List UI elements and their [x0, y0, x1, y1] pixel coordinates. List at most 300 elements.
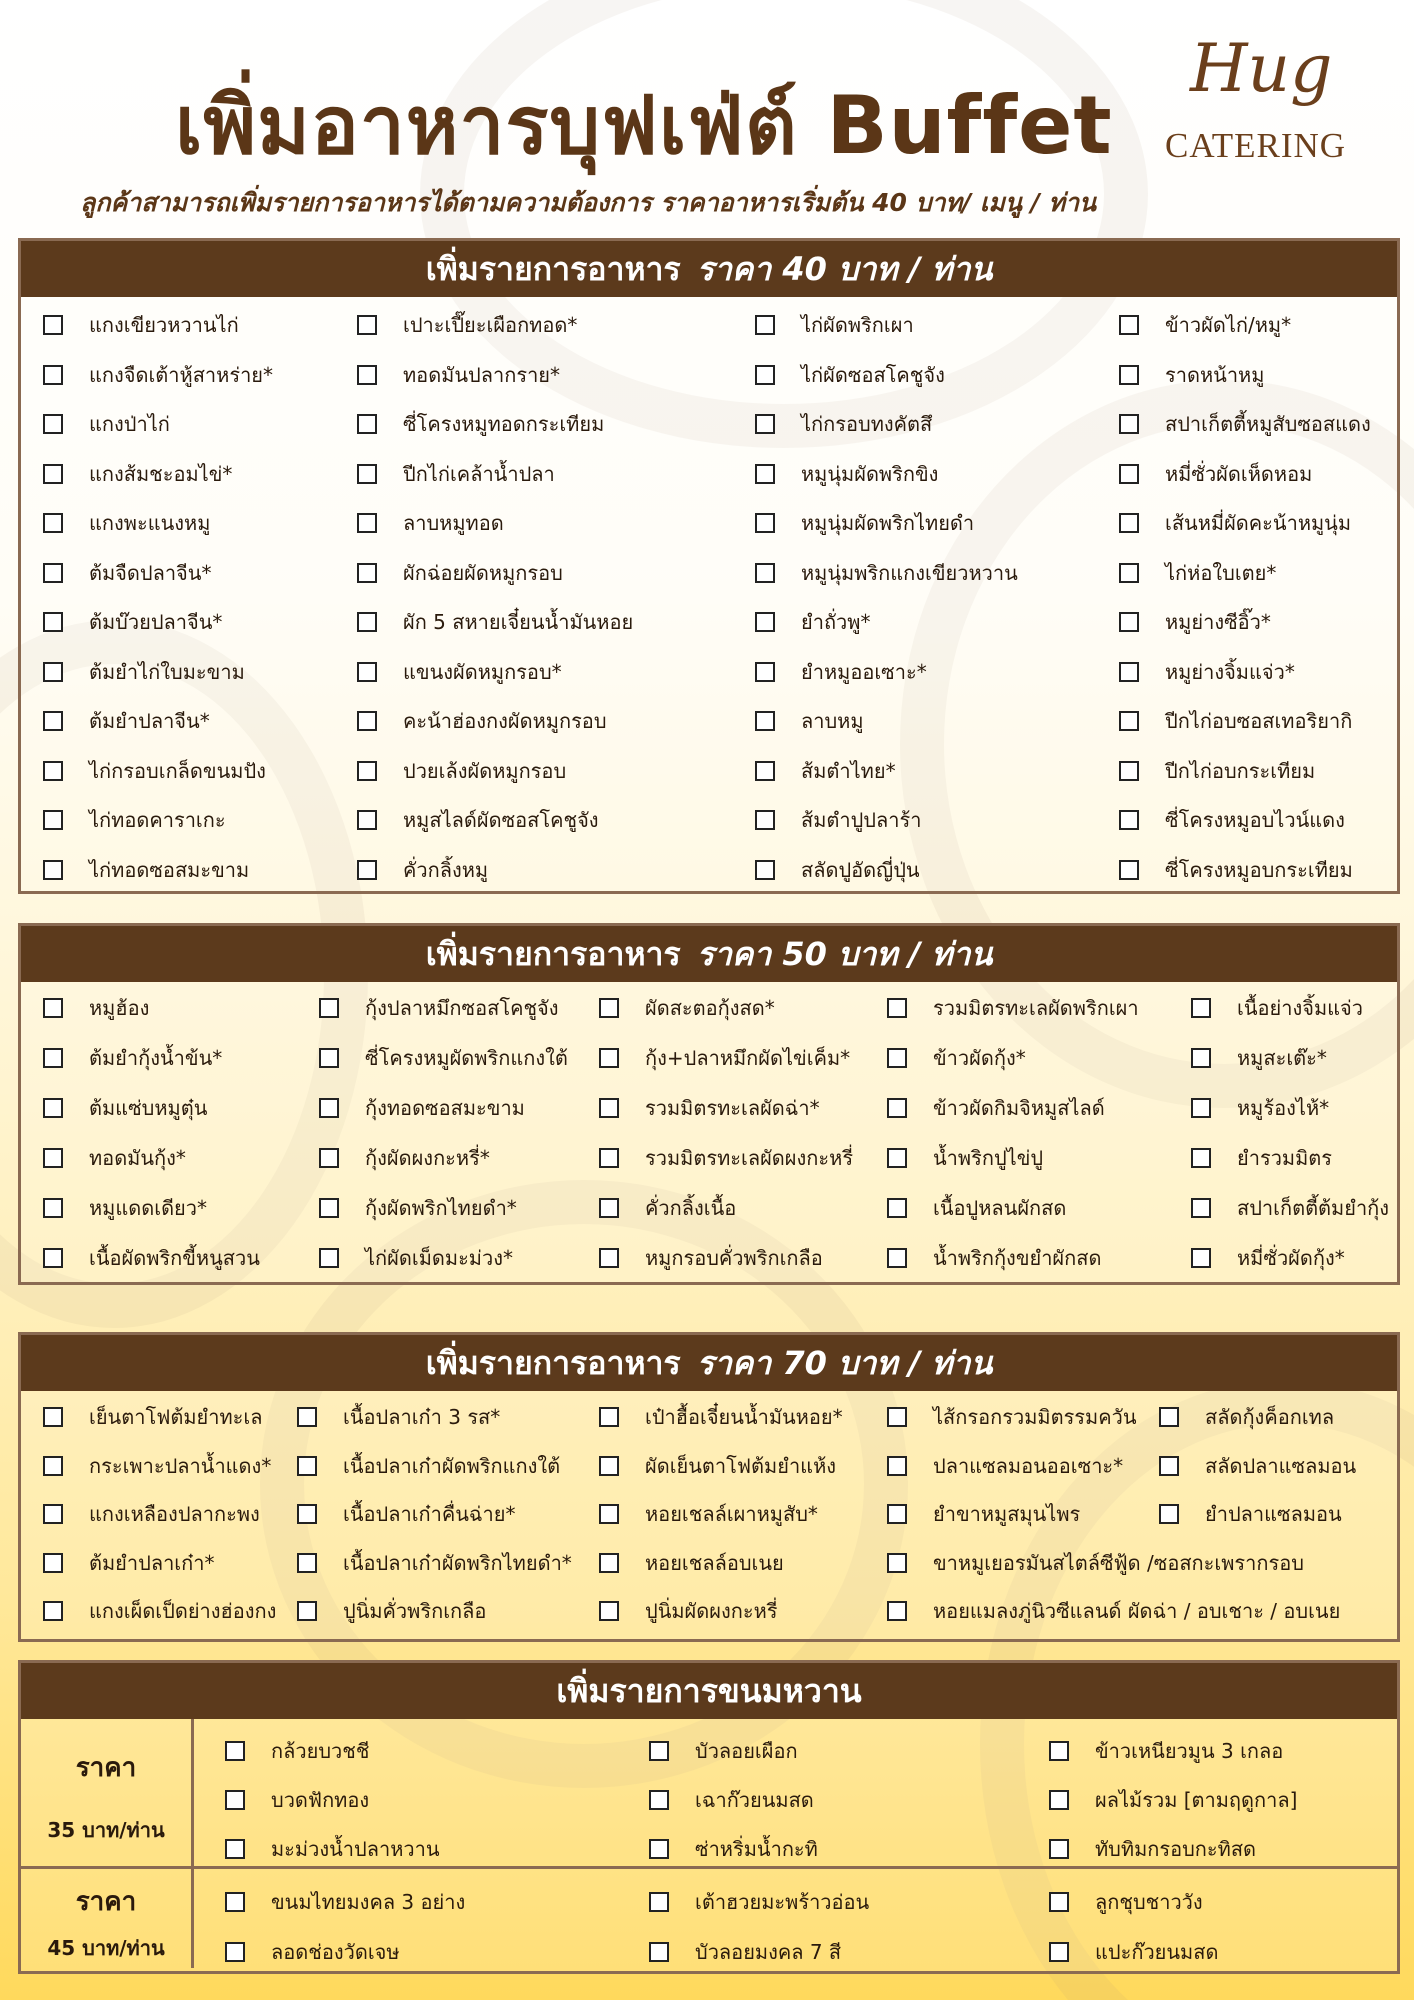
menu-item[interactable]	[599, 1498, 818, 1530]
item-checkbox[interactable]	[319, 1248, 339, 1268]
item-label: กุ้งผัดพริกไทยดำ*	[365, 1196, 517, 1220]
menu-item[interactable]	[297, 1547, 572, 1579]
item-label: ซี่โครงหมูทอดกระเทียม	[403, 412, 605, 436]
menu-item[interactable]	[225, 1833, 440, 1865]
item-checkbox[interactable]	[755, 315, 775, 335]
menu-item[interactable]	[297, 1401, 500, 1433]
item-checkbox[interactable]	[755, 464, 775, 484]
menu-item[interactable]	[1119, 458, 1312, 490]
item-checkbox[interactable]	[887, 1553, 907, 1573]
item-checkbox[interactable]	[1159, 1504, 1179, 1524]
menu-item[interactable]	[1119, 408, 1371, 440]
item-checkbox[interactable]	[755, 365, 775, 385]
item-checkbox[interactable]	[43, 1553, 63, 1573]
item-checkbox[interactable]	[43, 612, 63, 632]
menu-item[interactable]	[1119, 606, 1271, 638]
item-checkbox[interactable]	[357, 365, 377, 385]
item-label: ไก่กรอบทงคัตสึ	[801, 412, 933, 436]
item-checkbox[interactable]	[357, 563, 377, 583]
menu-item[interactable]	[297, 1450, 560, 1482]
item-checkbox[interactable]	[755, 662, 775, 682]
item-checkbox[interactable]	[755, 810, 775, 830]
menu-item[interactable]	[43, 1142, 186, 1174]
item-checkbox[interactable]	[1119, 365, 1139, 385]
menu-item[interactable]	[599, 1450, 836, 1482]
item-checkbox[interactable]	[319, 998, 339, 1018]
item-checkbox[interactable]	[755, 612, 775, 632]
item-checkbox[interactable]	[297, 1407, 317, 1427]
item-label: น้ำพริกปูไข่ปู	[933, 1146, 1044, 1170]
menu-item[interactable]	[357, 804, 599, 836]
item-label: แกงเขียวหวานไก่	[89, 313, 239, 337]
menu-item[interactable]	[43, 1242, 260, 1274]
item-checkbox[interactable]	[357, 414, 377, 434]
item-checkbox[interactable]	[297, 1456, 317, 1476]
menu-item[interactable]	[649, 1936, 841, 1968]
item-label: หอยเชลล์อบเนย	[645, 1550, 784, 1575]
item-label: ทอดมันปลากราย*	[403, 362, 561, 387]
menu-item[interactable]	[1119, 309, 1291, 341]
item-checkbox[interactable]	[1191, 1048, 1211, 1068]
menu-item[interactable]	[43, 1042, 222, 1074]
menu-item[interactable]	[887, 1092, 1105, 1124]
item-checkbox[interactable]	[649, 1790, 669, 1810]
item-checkbox[interactable]	[887, 1148, 907, 1168]
item-label: ต้มยำปลาจีน*	[89, 709, 210, 733]
menu-item[interactable]	[755, 606, 870, 638]
item-checkbox[interactable]	[1049, 1839, 1069, 1859]
menu-item[interactable]	[1049, 1735, 1283, 1767]
menu-item[interactable]	[755, 458, 938, 490]
item-label: กุ้งผัดผงกะหรี่*	[365, 1146, 490, 1170]
item-checkbox[interactable]	[1119, 662, 1139, 682]
menu-item[interactable]	[1159, 1498, 1342, 1530]
dessert-price-45	[21, 1869, 194, 1968]
menu-item[interactable]	[297, 1595, 486, 1627]
item-checkbox[interactable]	[43, 1504, 63, 1524]
menu-item[interactable]	[297, 1498, 516, 1530]
menu-item[interactable]	[43, 309, 239, 341]
item-checkbox[interactable]	[357, 464, 377, 484]
item-checkbox[interactable]	[887, 1407, 907, 1427]
item-checkbox[interactable]	[1191, 998, 1211, 1018]
item-label: เนื้อผัดพริกขี้หนูสวน	[89, 1246, 260, 1270]
menu-item[interactable]	[755, 408, 932, 440]
item-checkbox[interactable]	[43, 998, 63, 1018]
menu-item[interactable]	[357, 458, 555, 490]
item-checkbox[interactable]	[357, 315, 377, 335]
menu-item[interactable]	[887, 1547, 1304, 1579]
menu-item[interactable]	[43, 705, 210, 737]
price-word: ราคา	[75, 1753, 137, 1783]
item-checkbox[interactable]	[1119, 860, 1139, 880]
item-checkbox[interactable]	[297, 1601, 317, 1621]
item-checkbox[interactable]	[225, 1892, 245, 1912]
menu-item[interactable]	[755, 359, 945, 391]
item-checkbox[interactable]	[1159, 1407, 1179, 1427]
item-label: หมูกรอบคั่วพริกเกลือ	[645, 1246, 823, 1270]
item-label: ปูนิ่มคั่วพริกเกลือ	[343, 1599, 487, 1623]
item-label: หมูแดดเดียว*	[89, 1196, 208, 1220]
item-label: หมี่ซั่วผัดกุ้ง*	[1237, 1246, 1345, 1270]
menu-item[interactable]	[599, 1142, 853, 1174]
item-label: หมูร้องไห้*	[1237, 1096, 1330, 1120]
menu-item[interactable]	[43, 804, 226, 836]
item-checkbox[interactable]	[297, 1553, 317, 1573]
menu-item[interactable]	[755, 507, 974, 539]
item-checkbox[interactable]	[357, 761, 377, 781]
item-checkbox[interactable]	[887, 1504, 907, 1524]
menu-item[interactable]	[599, 1042, 850, 1074]
item-checkbox[interactable]	[319, 1198, 339, 1218]
item-checkbox[interactable]	[357, 860, 377, 880]
item-checkbox[interactable]	[1119, 711, 1139, 731]
item-label: เนื้อปลาเก๋าผัดพริกไทยดำ*	[343, 1550, 572, 1575]
item-label: บัวลอยเผือก	[695, 1739, 798, 1763]
item-label: ไก่ห่อใบเตย*	[1165, 560, 1277, 585]
page-subtitle: ลูกค้าสามารถเพิ่มรายการอาหารได้ตามความต้องการ ราคาอาหารเริ่มต้น 40 บาท/ เมนู / ท่าน	[80, 188, 1097, 217]
menu-item[interactable]	[1191, 1142, 1332, 1174]
item-checkbox[interactable]	[297, 1504, 317, 1524]
item-checkbox[interactable]	[599, 1048, 619, 1068]
item-checkbox[interactable]	[887, 1601, 907, 1621]
item-checkbox[interactable]	[887, 1456, 907, 1476]
menu-item[interactable]	[649, 1886, 869, 1918]
menu-item[interactable]	[357, 557, 563, 589]
menu-item[interactable]	[43, 755, 266, 787]
item-label: ข้าวเหนียวมูน 3 เกลอ	[1095, 1739, 1284, 1763]
item-checkbox[interactable]	[43, 1098, 63, 1118]
item-checkbox[interactable]	[755, 513, 775, 533]
menu-item[interactable]	[887, 1192, 1066, 1224]
item-checkbox[interactable]	[755, 711, 775, 731]
menu-item[interactable]	[887, 1498, 1080, 1530]
menu-item[interactable]	[1159, 1401, 1334, 1433]
menu-item[interactable]	[225, 1735, 369, 1767]
menu-item[interactable]	[357, 755, 566, 787]
menu-item[interactable]	[357, 408, 604, 440]
menu-item[interactable]	[599, 1092, 820, 1124]
menu-item[interactable]	[599, 1401, 843, 1433]
item-label: กล้วยบวชชี	[271, 1739, 370, 1763]
item-checkbox[interactable]	[599, 1456, 619, 1476]
item-label: ต้มยำกุ้งน้ำข้น*	[89, 1046, 223, 1070]
menu-item[interactable]	[357, 359, 560, 391]
item-checkbox[interactable]	[1119, 315, 1139, 335]
item-checkbox[interactable]	[755, 414, 775, 434]
menu-item[interactable]	[43, 458, 232, 490]
item-label: ทับทิมกรอบกะทิสด	[1095, 1837, 1257, 1861]
item-checkbox[interactable]	[649, 1741, 669, 1761]
item-checkbox[interactable]	[43, 810, 63, 830]
menu-item[interactable]	[1049, 1936, 1218, 1968]
item-checkbox[interactable]	[1159, 1456, 1179, 1476]
item-label: เย็นตาโฟต้มยำทะเล	[89, 1405, 263, 1429]
item-label: ทอดมันกุ้ง*	[89, 1146, 186, 1170]
item-checkbox[interactable]	[755, 860, 775, 880]
item-checkbox[interactable]	[1049, 1741, 1069, 1761]
item-checkbox[interactable]	[649, 1892, 669, 1912]
item-checkbox[interactable]	[1191, 1148, 1211, 1168]
menu-item[interactable]	[755, 656, 927, 688]
item-checkbox[interactable]	[43, 711, 63, 731]
menu-item[interactable]	[649, 1833, 818, 1865]
menu-item[interactable]	[887, 1242, 1101, 1274]
item-label: เต้าฮวยมะพร้าวอ่อน	[695, 1890, 870, 1914]
item-checkbox[interactable]	[43, 860, 63, 880]
item-label: คะน้าฮ่องกงผัดหมูกรอบ	[403, 709, 607, 733]
menu-item[interactable]	[357, 606, 633, 638]
item-checkbox[interactable]	[43, 761, 63, 781]
menu-item[interactable]	[599, 1242, 823, 1274]
item-checkbox[interactable]	[319, 1048, 339, 1068]
item-label: เป๋าฮื้อเจี๋ยนน้ำมันหอย*	[645, 1405, 843, 1429]
item-label: หอยแมลงภู่นิวซีแลนด์ ผัดฉ่า / อบเชาะ / อบเนย	[933, 1599, 1341, 1623]
menu-item[interactable]	[649, 1735, 798, 1767]
item-label: ลาบหมูทอด	[403, 511, 504, 535]
item-label: เนื้อปลาเก๋าคื่นฉ่าย*	[343, 1502, 516, 1526]
item-label: ต้มบ๊วยปลาจีน*	[89, 610, 223, 634]
item-checkbox[interactable]	[1191, 1198, 1211, 1218]
item-label: เส้นหมี่ผัดคะน้าหมูนุ่ม	[1165, 511, 1352, 535]
item-checkbox[interactable]	[887, 1048, 907, 1068]
menu-item[interactable]	[319, 1192, 517, 1224]
item-checkbox[interactable]	[887, 998, 907, 1018]
item-checkbox[interactable]	[599, 1504, 619, 1524]
item-checkbox[interactable]	[1049, 1790, 1069, 1810]
item-checkbox[interactable]	[357, 810, 377, 830]
item-label: มะม่วงน้ำปลาหวาน	[271, 1837, 440, 1861]
item-checkbox[interactable]	[1119, 761, 1139, 781]
item-checkbox[interactable]	[649, 1942, 669, 1962]
item-checkbox[interactable]	[43, 315, 63, 335]
menu-item[interactable]	[319, 1092, 525, 1124]
item-label: กระเพาะปลาน้ำแดง*	[89, 1453, 272, 1478]
menu-item[interactable]	[319, 992, 559, 1024]
item-checkbox[interactable]	[43, 414, 63, 434]
item-label: ยำถั่วพู*	[801, 610, 871, 634]
item-checkbox[interactable]	[755, 761, 775, 781]
item-checkbox[interactable]	[357, 662, 377, 682]
item-checkbox[interactable]	[599, 1148, 619, 1168]
item-checkbox[interactable]	[1191, 1098, 1211, 1118]
item-label: ต้มจืดปลาจีน*	[89, 560, 212, 585]
item-checkbox[interactable]	[1119, 563, 1139, 583]
item-label: แกงจืดเต้าหู้สาหร่าย*	[89, 362, 274, 387]
item-label: ไส้กรอกรวมมิตรรมควัน	[933, 1405, 1137, 1429]
item-checkbox[interactable]	[599, 1248, 619, 1268]
item-checkbox[interactable]	[43, 513, 63, 533]
item-checkbox[interactable]	[43, 1048, 63, 1068]
item-label: ลาบหมู	[801, 709, 864, 733]
item-checkbox[interactable]	[649, 1839, 669, 1859]
page-title: เพิ่มอาหารบุฟเฟ่ต์ Buffet	[175, 79, 1113, 172]
menu-item[interactable]	[43, 606, 222, 638]
menu-item[interactable]	[1191, 992, 1363, 1024]
item-label: หมูย่างจิ้มแจ่ว*	[1165, 659, 1295, 684]
item-checkbox[interactable]	[225, 1942, 245, 1962]
menu-item[interactable]	[43, 854, 249, 886]
menu-item[interactable]	[1119, 804, 1345, 836]
menu-item[interactable]	[887, 992, 1139, 1024]
section-header	[21, 241, 1397, 297]
item-checkbox[interactable]	[1119, 464, 1139, 484]
item-checkbox[interactable]	[887, 1198, 907, 1218]
item-label: หมูฮ้อง	[89, 996, 150, 1020]
item-checkbox[interactable]	[1119, 414, 1139, 434]
item-checkbox[interactable]	[1119, 810, 1139, 830]
menu-item[interactable]	[357, 507, 504, 539]
menu-item[interactable]	[319, 1142, 490, 1174]
menu-item[interactable]	[225, 1936, 400, 1968]
item-label: ยำปลาแซลมอน	[1205, 1502, 1342, 1526]
item-checkbox[interactable]	[319, 1148, 339, 1168]
menu-item[interactable]	[1119, 705, 1352, 737]
menu-item[interactable]	[43, 992, 149, 1024]
item-checkbox[interactable]	[1049, 1892, 1069, 1912]
item-checkbox[interactable]	[43, 1456, 63, 1476]
menu-item[interactable]	[755, 705, 864, 737]
item-label: สปาเก็ตตี้หมูสับซอสแดง	[1165, 412, 1371, 436]
item-label: หมูสไลด์ผัดซอสโคชูจัง	[403, 808, 599, 832]
item-label: แปะก๊วยนมสด	[1095, 1940, 1219, 1964]
menu-item[interactable]	[1119, 854, 1353, 886]
menu-item[interactable]	[357, 656, 562, 688]
item-checkbox[interactable]	[599, 1553, 619, 1573]
menu-item[interactable]	[43, 507, 210, 539]
item-checkbox[interactable]	[43, 1601, 63, 1621]
menu-item[interactable]	[755, 557, 1018, 589]
menu-item[interactable]	[225, 1784, 369, 1816]
item-label: ไก่กรอบเกล็ดขนมปัง	[89, 758, 266, 783]
item-label: ปีกไก่เคล้าน้ำปลา	[403, 461, 555, 486]
menu-item[interactable]	[755, 309, 914, 341]
menu-item[interactable]	[599, 1192, 736, 1224]
menu-item[interactable]	[43, 408, 170, 440]
item-checkbox[interactable]	[1119, 612, 1139, 632]
menu-item[interactable]	[887, 1450, 1123, 1482]
menu-item[interactable]	[1191, 1242, 1345, 1274]
item-checkbox[interactable]	[599, 998, 619, 1018]
item-checkbox[interactable]	[43, 1148, 63, 1168]
dessert-price-35	[21, 1719, 194, 1866]
menu-item[interactable]	[43, 359, 273, 391]
menu-item[interactable]	[1119, 656, 1295, 688]
menu-item[interactable]	[43, 1450, 271, 1482]
item-checkbox[interactable]	[599, 1601, 619, 1621]
item-checkbox[interactable]	[887, 1248, 907, 1268]
menu-item[interactable]	[319, 1242, 513, 1274]
menu-item[interactable]	[319, 1042, 568, 1074]
menu-item[interactable]	[1049, 1886, 1203, 1918]
item-checkbox[interactable]	[225, 1839, 245, 1859]
item-label: ราดหน้าหมู	[1165, 362, 1265, 387]
menu-item[interactable]	[225, 1886, 465, 1918]
item-label: หมี่ซั่วผัดเห็ดหอม	[1165, 461, 1313, 486]
item-label: เนื้อปูหลนผักสด	[933, 1196, 1067, 1220]
item-label: กุ้งทอดซอสมะขาม	[365, 1096, 525, 1120]
item-checkbox[interactable]	[599, 1198, 619, 1218]
menu-item[interactable]	[1119, 359, 1264, 391]
menu-item[interactable]	[1191, 1192, 1389, 1224]
menu-item[interactable]	[887, 1401, 1137, 1433]
item-checkbox[interactable]	[43, 662, 63, 682]
item-checkbox[interactable]	[599, 1407, 619, 1427]
menu-item[interactable]	[887, 1142, 1043, 1174]
item-checkbox[interactable]	[887, 1098, 907, 1118]
menu-item[interactable]	[43, 1092, 207, 1124]
item-label: ผลไม้รวม [ตามฤดูกาล]	[1095, 1788, 1298, 1812]
menu-item[interactable]	[649, 1784, 814, 1816]
item-checkbox[interactable]	[357, 612, 377, 632]
section-price: ราคา 40 บาท / ท่าน	[696, 249, 993, 288]
item-checkbox[interactable]	[1119, 513, 1139, 533]
item-checkbox[interactable]	[599, 1098, 619, 1118]
item-label: ปีกไก่อบกระเทียม	[1165, 758, 1316, 783]
menu-item[interactable]	[755, 804, 921, 836]
menu-item[interactable]	[887, 1042, 1026, 1074]
menu-item[interactable]	[599, 1547, 784, 1579]
item-checkbox[interactable]	[225, 1741, 245, 1761]
item-label: ปีกไก่อบซอสเทอริยากิ	[1165, 709, 1353, 733]
item-checkbox[interactable]	[225, 1790, 245, 1810]
menu-item[interactable]	[1191, 1092, 1329, 1124]
menu-item[interactable]	[43, 1401, 263, 1433]
menu-item[interactable]	[357, 309, 577, 341]
item-checkbox[interactable]	[43, 1198, 63, 1218]
menu-item[interactable]	[1159, 1450, 1356, 1482]
menu-item[interactable]	[1119, 755, 1315, 787]
menu-item[interactable]	[755, 755, 896, 787]
item-checkbox[interactable]	[357, 711, 377, 731]
menu-item[interactable]	[1119, 507, 1351, 539]
item-checkbox[interactable]	[43, 563, 63, 583]
menu-item[interactable]	[357, 705, 607, 737]
menu-item[interactable]	[43, 1547, 214, 1579]
item-label: คั่วกลิ้งหมู	[403, 857, 489, 882]
menu-item[interactable]	[755, 854, 920, 886]
menu-item[interactable]	[1119, 557, 1276, 589]
item-label: ไก่ทอดคาราเกะ	[89, 808, 226, 832]
item-checkbox[interactable]	[1191, 1248, 1211, 1268]
menu-item[interactable]	[43, 1498, 260, 1530]
menu-item[interactable]	[599, 1595, 778, 1627]
item-checkbox[interactable]	[43, 464, 63, 484]
item-label: หมูนุ่มผัดพริกขิง	[801, 461, 939, 486]
item-checkbox[interactable]	[43, 1407, 63, 1427]
menu-item[interactable]	[1191, 1042, 1327, 1074]
menu-item[interactable]	[357, 854, 488, 886]
item-checkbox[interactable]	[1049, 1942, 1069, 1962]
item-checkbox[interactable]	[319, 1098, 339, 1118]
menu-item[interactable]	[43, 656, 245, 688]
menu-item[interactable]	[887, 1595, 1340, 1627]
item-checkbox[interactable]	[43, 1248, 63, 1268]
menu-item[interactable]	[43, 1595, 276, 1627]
item-checkbox[interactable]	[43, 365, 63, 385]
item-label: หมูนุ่มพริกแกงเขียวหวาน	[801, 560, 1018, 585]
menu-item[interactable]	[43, 557, 211, 589]
tier-divider	[21, 1866, 1397, 1869]
item-label: เฉาก๊วยนมสด	[695, 1788, 814, 1812]
menu-item[interactable]	[599, 992, 775, 1024]
menu-item[interactable]	[43, 1192, 207, 1224]
item-label: ลอดช่องวัดเจษ	[271, 1940, 400, 1964]
menu-item[interactable]	[1049, 1833, 1256, 1865]
item-checkbox[interactable]	[755, 563, 775, 583]
menu-item[interactable]	[1049, 1784, 1297, 1816]
item-checkbox[interactable]	[357, 513, 377, 533]
